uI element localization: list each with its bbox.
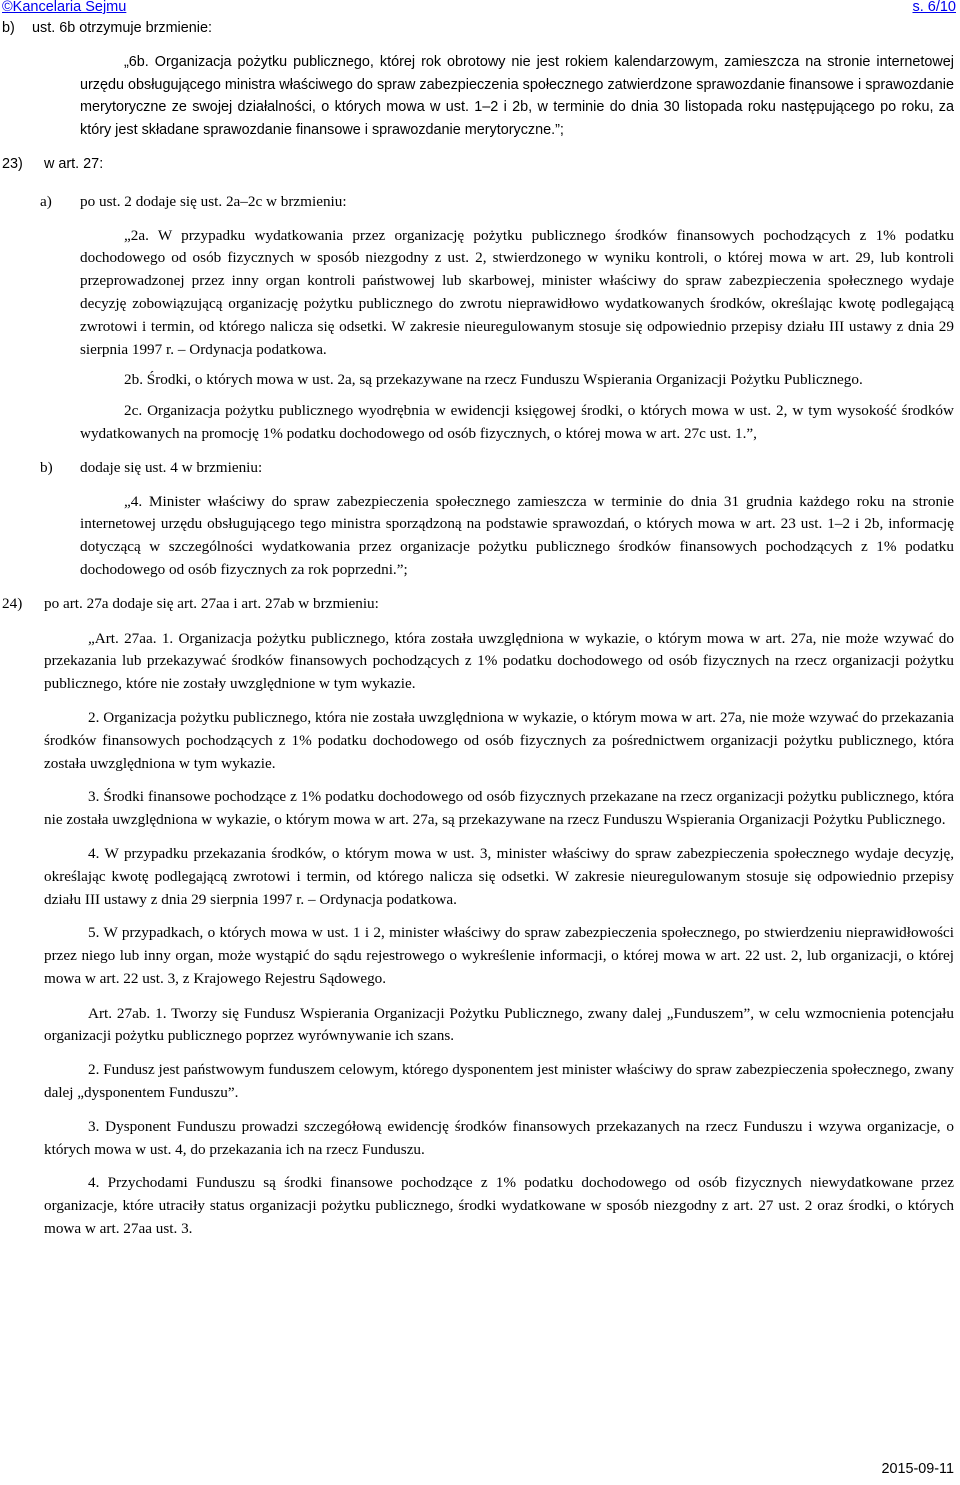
- point-23-marker: 23): [2, 155, 23, 172]
- art27aa-ust4: 4. W przypadku przekazania środków, o którym mowa w ust. 3, minister właściwy do spraw zabezpieczenia społecznego wydaje decyzję, określając kwotę podlegającą zwrotowi i termin, od którego nalicza się odsetki. W zakresie nieuregulowanym stosuje się odpowiednio przepisy działu III ustawy z dnia 29 sierpnia 1997 r. – Ordynacja podatkowa.: [44, 844, 954, 908]
- art27aa-ust3: 3. Środki finansowe pochodzące z 1% podatku dochodowego od osób fizycznych przekazane na rzecz organizacji pożytku publicznego, która nie została uwzględniona w wykazie, o którym mowa w art. 27a, są przekazywane na rzecz Funduszu Wspierania Organizacji Pożytku Publicznego.: [44, 788, 954, 829]
- point-23a-marker: a): [40, 192, 52, 210]
- point-23a: [40, 191, 954, 214]
- point-23b-title: dodaje się ust. 4 w brzmieniu:: [80, 458, 263, 476]
- point-23-title: w art. 27:: [44, 155, 104, 172]
- paragraph-2c: 2c. Organizacja pożytku publicznego wyodrębnia w ewidencji księgowej środki, o których mowa w ust. 2, w tym wysokość środków wydatkowanych na promocję 1% podatku dochodowego od osób fizycznych, o której mowa w art. 27c ust. 1.”,: [80, 402, 954, 442]
- document-body: [2, 17, 954, 1241]
- document-date: 2015-09-11: [881, 1461, 954, 1477]
- intro-marker: b): [2, 20, 15, 36]
- art27ab-ust1: Art. 27ab. 1. Tworzy się Fundusz Wspierania Organizacji Pożytku Publicznego, zwany dalej „Funduszem”, w celu wzmocnienia potencjału organizacji pożytku publicznego poprzez wyrównywanie ich szans.: [44, 1004, 954, 1045]
- point-23a-title: po ust. 2 dodaje się ust. 2a–2c w brzmieniu:: [80, 192, 347, 210]
- art27ab-ust3: 3. Dysponent Funduszu prowadzi szczegółową ewidencję środków finansowych przekazanych na rzecz Funduszu i wzywa organizacje, o których mowa w ust. 4, do przekazania ich na rzecz Funduszu.: [44, 1117, 954, 1158]
- page-number-link[interactable]: s. 6/10: [912, 0, 956, 15]
- paragraph-2a: „2a. W przypadku wydatkowania przez organizację pożytku publicznego środków finansowych pochodzących z 1% podatku dochodowego od osób fizycznych w sposób niezgodny z ust. 2, stwierdzonego w wyniku kontroli, o której mowa w art. 29, lub kontroli przeprowadzonej przez inny organ kontroli państwowej lub skarbowej, minister właściwy do spraw zabezpieczenia społecznego wydaje decyzję zobowiązującą organizację pożytku publicznego do zwrotu nieprawidłowo wydatkowanych środków, określając kwotę podlegającą zwrotowi i termin, od którego nalicza się odsetki. W zakresie nieuregulowanym stosuje się odpowiednio przepisy działu III ustawy z dnia 29 sierpnia 1997 r. – Ordynacja podatkowa.: [80, 226, 954, 358]
- art27aa-ust5: 5. W przypadkach, o których mowa w ust. 1 i 2, minister właściwy do spraw zabezpieczenia społecznego, po stwierdzeniu nieprawidłowości przez niego lub inny organ, może wystąpić do sądu rejestrowego o wykreślenie informacji, o której mowa w art. 22 ust. 2, lub organizacji, o której mowa w art. 22 ust. 3, z Krajowego Rejestru Sądowego.: [44, 924, 954, 987]
- point-24-title: po art. 27a dodaje się art. 27aa i art. 27ab w brzmieniu:: [44, 594, 379, 612]
- point-24: [2, 593, 954, 616]
- point-23b-marker: b): [40, 458, 53, 476]
- intro-quote: „6b. Organizacja pożytku publicznego, której rok obrotowy nie jest rokiem kalendarzowym, zamieszcza na stronie internetowej urzędu obsługującego ministra właściwego do spraw zabezpieczenia społecznego zatwierdzone sprawozdanie finansowe i sprawozdanie merytoryczne ze swojej działalności, o których mowa w ust. 1–2 i 2b, w terminie do dnia 30 listopada roku następującego po roku, za który jest składane sprawozdanie finansowe i sprawozdanie merytoryczne.”;: [80, 53, 954, 139]
- source-link[interactable]: ©Kancelaria Sejmu: [2, 0, 127, 15]
- point-24-marker: 24): [2, 594, 23, 612]
- point-23b: [40, 457, 954, 480]
- paragraph-2b: 2b. Środki, o których mowa w ust. 2a, są przekazywane na rzecz Funduszu Wspierania Organizacji Pożytku Publicznego.: [124, 371, 863, 389]
- art27ab-ust2: 2. Fundusz jest państwowym funduszem celowym, którego dysponentem jest minister właściwy do spraw zabezpieczenia społecznego, zwany dalej „dysponentem Funduszu”.: [44, 1061, 954, 1102]
- paragraph-4: „4. Minister właściwy do spraw zabezpieczenia społecznego zamieszcza w terminie do dnia 31 grudnia każdego roku na stronie internetowej urzędu obsługującego tego ministra sporządzoną na podstawie sprawozdań, o których mowa w art. 23 ust. 1–2 i 2b, informację dotyczącą w szczególności wydatkowania przez organizacje pożytku publicznego środków finansowych pochodzących z 1% podatku dochodowego od osób fizycznych za rok poprzedni.”;: [80, 492, 954, 578]
- art27aa-ust1: „Art. 27aa. 1. Organizacja pożytku publicznego, która została uwzględniona w wykazie, o którym mowa w art. 27a, nie może wzywać do przekazania lub przekazywać środków finansowych pochodzących z 1% podatku dochodowego od osób fizycznych na rzecz organizacji pożytku publicznego, które nie zostały uwzględnione w tym wykazie.: [44, 629, 954, 693]
- intro-text: ust. 6b otrzymuje brzmienie:: [32, 20, 212, 36]
- art27aa-ust2: 2. Organizacja pożytku publicznego, która nie została uwzględniona w wykazie, o którym mowa w art. 27a, nie może wzywać do przekazania środków finansowych pochodzących z 1% podatku dochodowego od osób fizycznych za pośrednictwem organizacji pożytku publicznego, która została uwzględniona w tym wykazie.: [44, 708, 954, 772]
- point-23: [2, 153, 954, 176]
- art27ab-ust4: 4. Przychodami Funduszu są środki finansowe pochodzące z 1% podatku dochodowego od osób fizycznych niewydatkowane przez organizacje, które utraciły status organizacji pożytku publicznego, środki wydatkowane w sposób niezgodny z art. 27 ust. 2 oraz środki, o których mowa w art. 27aa ust. 3.: [44, 1174, 954, 1238]
- intro-item: [2, 17, 954, 40]
